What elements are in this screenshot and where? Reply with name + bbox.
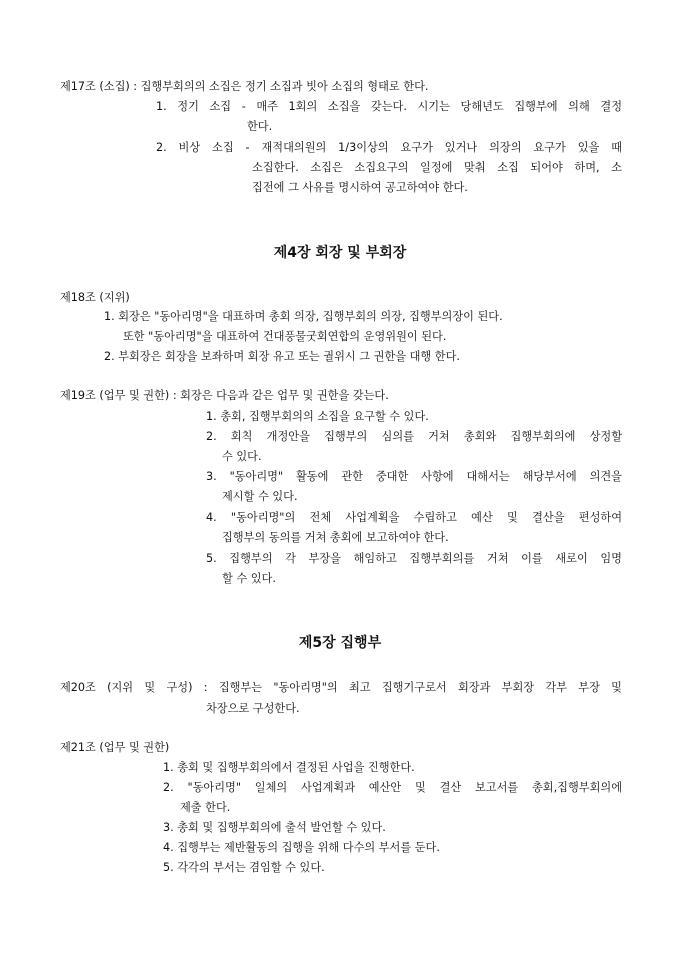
- art19-item3-line1: 3. "동아리명" 활동에 관한 중대한 사항에 대해서는 해당부서에 의견을: [206, 470, 622, 483]
- art17-title: 제17조 (소집) : 집행부회의의 소집은 정기 소집과 빗아 소집의 형태로 한다.: [60, 80, 429, 93]
- chapter4-heading: 제4장 회장 및 부회장: [273, 245, 407, 261]
- art18-item1-line2: 또한 "동아리명"을 대표하여 건대풍물굿회연합의 운영위원이 된다.: [123, 330, 447, 343]
- art17-item1-line2: 한다.: [247, 120, 273, 133]
- art17-item1-line1: 1. 정기 소집 - 매주 1회의 소집을 갖는다. 시기는 당해년도 집행부에 의해 결정: [156, 100, 622, 113]
- art19-item3-line2: 제시할 수 있다.: [222, 490, 298, 503]
- art19-item2-line1: 2. 회칙 개정안을 집행부의 심의를 거쳐 총회와 집행부회의에 상정할: [206, 430, 622, 443]
- art19-item5-line2: 할 수 있다.: [222, 572, 276, 585]
- art19-item4-line2: 집행부의 동의를 거쳐 총회에 보고하여야 한다.: [222, 531, 449, 544]
- art19-title: 제19조 (업무 및 권한) : 회장은 다음과 같은 업무 및 권한을 갖는다.: [60, 389, 389, 402]
- art17-item2-line1: 2. 비상 소집 - 재적대의원의 1/3이상의 요구가 있거나 의장의 요구가 있을 때: [156, 141, 622, 154]
- art21-item1: 1. 총회 및 집행부회의에서 결정된 사업을 진행한다.: [163, 761, 415, 774]
- art21-item4: 4. 집행부는 제반활동의 집행을 위해 다수의 부서를 둔다.: [163, 841, 440, 854]
- art18-item1-line1: 1. 회장은 "동아리명"을 대표하며 총회 의장, 집행부회의 의장, 집행부의장이 된다.: [104, 310, 503, 323]
- chapter5-heading: 제5장 집행부: [298, 635, 382, 651]
- art18-title: 제18조 (지위): [60, 291, 130, 304]
- art21-item5: 5. 각각의 부서는 겸임할 수 있다.: [163, 861, 325, 874]
- art17-item2-line3: 집전에 그 사유를 명시하여 공고하여야 한다.: [252, 181, 468, 194]
- art17-item2-line2: 소집한다. 소집은 소집요구의 일정에 맞춰 소집 되어야 하며, 소: [252, 161, 622, 174]
- art19-item5-line1: 5. 집행부의 각 부장을 해임하고 집행부회의를 거쳐 이를 새로이 임명: [206, 552, 622, 565]
- art20-line1: 제20조 (지위 및 구성) : 집행부는 "동아리명"의 최고 집행기구로서 회장과 부회장 각부 부장 및: [60, 681, 622, 694]
- art21-item3: 3. 총회 및 집행부회의에 출석 발언할 수 있다.: [163, 821, 386, 834]
- art19-item1: 1. 총회, 집행부회의의 소집을 요구할 수 있다.: [206, 410, 429, 423]
- art21-item2-line2: 제출 한다.: [180, 801, 231, 814]
- art21-item2-line1: 2. "동아리명" 일체의 사업계획과 예산안 및 결산 보고서를 총회,집행부회의에: [163, 781, 622, 794]
- art20-line2: 차장으로 구성한다.: [206, 702, 300, 715]
- art19-item2-line2: 수 있다.: [222, 450, 262, 463]
- art21-title: 제21조 (업무 및 권한): [60, 741, 170, 754]
- art19-item4-line1: 4. "동아리명"의 전체 사업계획을 수립하고 예산 및 결산을 편성하여: [206, 511, 622, 524]
- art18-item2: 2. 부회장은 회장을 보좌하며 회장 유고 또는 궐위시 그 권한을 대행 한다.: [104, 350, 460, 363]
